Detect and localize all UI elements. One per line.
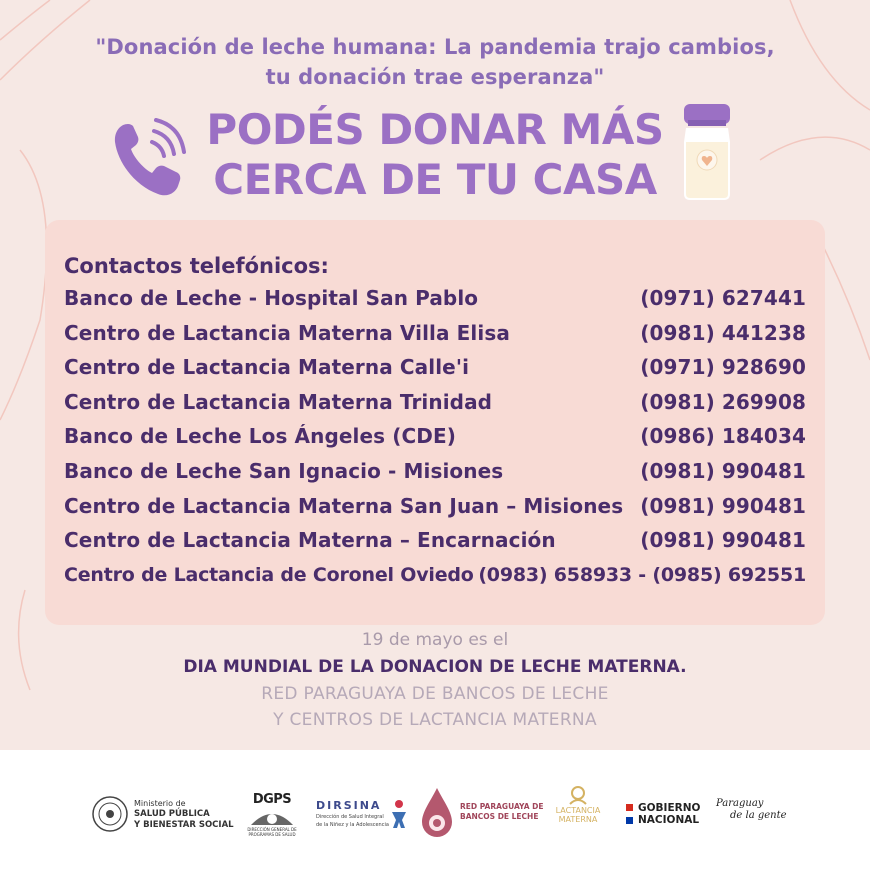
paraguay-line-1: Paraguay xyxy=(716,798,764,809)
contact-phone: (0981) 990481 xyxy=(640,459,806,483)
contact-name: Centro de Lactancia Materna – Encarnación xyxy=(64,528,556,553)
mother-child-icon xyxy=(567,786,589,806)
contact-name: Banco de Leche San Ignacio - Misiones xyxy=(64,459,504,483)
headline-line-2: CERCA DE TU CASA xyxy=(213,155,657,204)
red-bancos-logo xyxy=(420,786,544,838)
contact-phone: (0971) 928690 xyxy=(640,355,806,380)
contact-row xyxy=(64,387,806,417)
network-line-1: RED PARAGUAYA DE BANCOS DE LECHE xyxy=(261,684,609,704)
contact-name: Centro de Lactancia Materna Trinidad xyxy=(64,389,493,414)
contact-phone: (0971) 627441 xyxy=(640,286,806,310)
headline xyxy=(190,105,680,205)
contact-row xyxy=(64,560,806,590)
campaign-subtitle xyxy=(0,32,870,92)
network-line-2: Y CENTROS DE LACTANCIA MATERNA xyxy=(273,710,597,730)
ministerio-seal-icon xyxy=(92,796,128,832)
subtitle-line-2: tu donación trae esperanza" xyxy=(265,65,605,89)
lactancia-line-2: MATERNA xyxy=(558,815,598,824)
contact-name: Banco de Leche - Hospital San Pablo xyxy=(64,286,479,310)
contact-row xyxy=(64,421,806,451)
date-text: 19 de mayo es el xyxy=(361,630,509,650)
dgps-emblem-icon xyxy=(247,807,297,827)
contact-phone: (0981) 269908 xyxy=(640,389,806,414)
gobierno-line-1: GOBIERNO xyxy=(638,802,701,814)
dgps-sub: DIRECCIÓN GENERAL DE PROGRAMAS DE SALUD xyxy=(247,827,297,837)
world-day-title: DIA MUNDIAL DE LA DONACION DE LECHE MATERNA. xyxy=(183,657,687,677)
paraguay-gente-logo xyxy=(716,798,787,822)
lactancia-line-1: LACTANCIA xyxy=(555,806,601,815)
contact-phone: (0981) 441238 xyxy=(640,320,806,345)
contact-row xyxy=(64,491,806,521)
red-bancos-line-1: RED PARAGUAYA DE xyxy=(460,802,544,811)
paraguay-line-2: de la gente xyxy=(730,810,787,821)
phone-icon xyxy=(110,118,186,200)
contact-name: Centro de Lactancia de Coronel Oviedo xyxy=(64,563,474,586)
flag-icon xyxy=(626,804,633,824)
contact-phone: (0986) 184034 xyxy=(640,424,806,449)
dirsina-logo xyxy=(316,798,409,830)
contact-phone: (0983) 658933 - (0985) 692551 xyxy=(478,563,806,586)
contact-name: Centro de Lactancia Materna Calle'i xyxy=(64,355,470,380)
dgps-logo xyxy=(244,792,300,837)
ministerio-line-2: Y BIENESTAR SOCIAL xyxy=(134,819,234,830)
dirsina-title: DIRSINA xyxy=(316,799,382,812)
dgps-title: DGPS xyxy=(252,792,292,807)
contact-name: Centro de Lactancia Materna Villa Elisa xyxy=(64,320,510,345)
gobierno-logo xyxy=(626,802,700,826)
contact-phone: (0981) 990481 xyxy=(640,528,806,553)
contact-row xyxy=(64,352,806,382)
ministerio-logo xyxy=(92,796,234,832)
contact-phone: (0981) 990481 xyxy=(640,493,806,518)
dirsina-sub-1: Dirección de Salud Integral xyxy=(316,814,384,820)
gobierno-line-2: NACIONAL xyxy=(638,814,700,826)
contacts-title: Contactos telefónicos: xyxy=(64,254,329,278)
lactancia-logo xyxy=(548,786,608,824)
milk-drop-icon xyxy=(420,786,454,838)
dirsina-figure-icon xyxy=(389,798,409,830)
contact-row xyxy=(64,525,806,555)
headline-line-1: PODÉS DONAR MÁS xyxy=(206,105,664,154)
contact-row xyxy=(64,456,806,486)
ministerio-line-1: SALUD PÚBLICA xyxy=(134,808,210,819)
subtitle-line-1: "Donación de leche humana: La pandemia trajo cambios, xyxy=(95,35,775,59)
contact-name: Banco de Leche Los Ángeles (CDE) xyxy=(64,424,456,449)
contact-row xyxy=(64,318,806,348)
ministerio-small: Ministerio de xyxy=(134,798,186,808)
red-bancos-line-2: BANCOS DE LECHE xyxy=(460,812,539,821)
milk-bottle-icon xyxy=(680,102,734,202)
contact-name: Centro de Lactancia Materna San Juan – Misiones xyxy=(64,493,624,518)
dirsina-sub-2: de la Niñez y la Adolescencia xyxy=(316,822,389,828)
footer-logos xyxy=(0,750,870,869)
contact-row xyxy=(64,283,806,313)
